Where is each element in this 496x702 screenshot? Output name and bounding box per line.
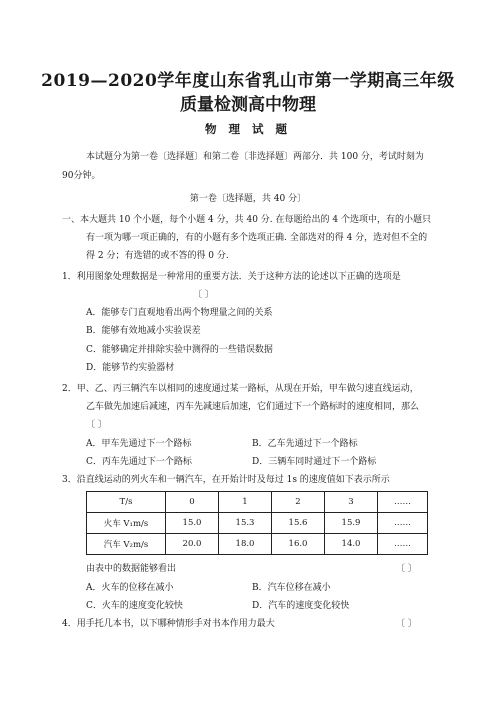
q3-option-c: C．火车的速度变化较快 (86, 601, 183, 611)
q3-answer-bracket: 〔 〕 (396, 564, 417, 574)
table-cell: 3 (325, 492, 378, 513)
q2-stem-line1: 2．甲、乙、丙三辆汽车以相同的速度通过某一路标，从现在开始，甲车做匀速直线运动， (62, 384, 419, 394)
table-cell: T/s (87, 492, 166, 513)
q2-option-a: A．甲车先通过下一个路标 (86, 439, 192, 449)
q3-stem: 3．沿直线运动的列火车和一辆汽车，在开始计时及每过 1s 的速度值如下表示所示 (62, 475, 390, 485)
q4-stem: 4．用手托几本书，以下哪种情形手对书本作用力最大 (62, 619, 275, 629)
table-cell: 16.0 (272, 534, 325, 555)
q2-option-d: D．三辆车同时通过下一个路标 (252, 457, 377, 467)
q3-option-b: B．汽车位移在减小 (252, 583, 331, 593)
q4-answer-bracket: 〔 〕 (396, 619, 417, 629)
q1-answer-bracket: 〔 〕 (193, 290, 214, 300)
q3-after-table: 由表中的数据能够看出 (86, 564, 177, 574)
table-header-row (87, 492, 428, 513)
table-cell: …… (378, 534, 428, 555)
q3-option-a: A．火车的位移在减小 (86, 583, 174, 593)
section1-title: 第一卷〔选择题，共 40 分〕 (189, 194, 307, 204)
q1-option-d: D．能够节约实验器材 (86, 363, 175, 373)
table-cell: 15.9 (325, 513, 378, 534)
table-cell: …… (378, 513, 428, 534)
table-cell: 15.3 (219, 513, 272, 534)
intro-line2: 90分钟。 (62, 171, 101, 181)
q3-speed-table (86, 491, 428, 555)
section1-instruction-line1: 一、本大题共 10 个小题，每个小题 4 分，共 40 分. 在每题给出的 4 个选项中，有的小题只 (62, 215, 431, 225)
table-cell: 15.6 (272, 513, 325, 534)
table-cell: 15.0 (166, 513, 219, 534)
q1-option-c: C．能够确定并排除实验中测得的一些错误数据 (86, 345, 273, 355)
q2-answer-bracket: 〔 〕 (86, 420, 107, 430)
table-cell: 汽车 V₂m/s (87, 534, 166, 555)
table-cell: 0 (166, 492, 219, 513)
q3-option-d: D．汽车的速度变化较快 (252, 601, 350, 611)
table-row (87, 513, 428, 534)
table-row (87, 534, 428, 555)
table-cell: 20.0 (166, 534, 219, 555)
q1-stem: 1．利用图象处理数据是一种常用的重要方法．关于这种方法的论述以下正确的选项是 (62, 272, 401, 282)
exam-subtitle: 物 理 试 题 (204, 122, 291, 136)
table-cell: 火车 V₁m/s (87, 513, 166, 534)
intro-line1: 本试题分为第一卷〔选择题〕和第二卷〔非选择题〕两部分．共 100 分，考试时刻为 (86, 152, 424, 162)
table-cell: 2 (272, 492, 325, 513)
q1-option-a: A．能够专门直观地看出两个物理量之间的关系 (86, 308, 273, 318)
q2-option-b: B．乙车先通过下一个路标 (252, 439, 358, 449)
exam-title-line1: 2019—2020学年度山东省乳山市第一学期高三年级 (41, 71, 455, 91)
table-cell: 14.0 (325, 534, 378, 555)
section1-instruction-line2: 有一项为哪一项正确的，有的小题有多个选项正确. 全部选对的得 4 分，选对但不全的 (86, 233, 428, 243)
table-cell: …… (378, 492, 428, 513)
exam-title-line2: 质量检测高中物理 (180, 95, 316, 115)
q2-option-c: C．丙车先通过下一个路标 (86, 457, 192, 467)
section1-instruction-line3: 得 2 分；有选错的或不答的得 0 分. (86, 251, 229, 261)
q1-option-b: B．能够有效地减小实验误差 (86, 326, 201, 336)
table-cell: 1 (219, 492, 272, 513)
table-cell: 18.0 (219, 534, 272, 555)
q2-stem-line2: 乙车做先加速后减速，丙车先减速后加速，它们通过下一个路标时的速度相同，那么 (86, 402, 420, 412)
